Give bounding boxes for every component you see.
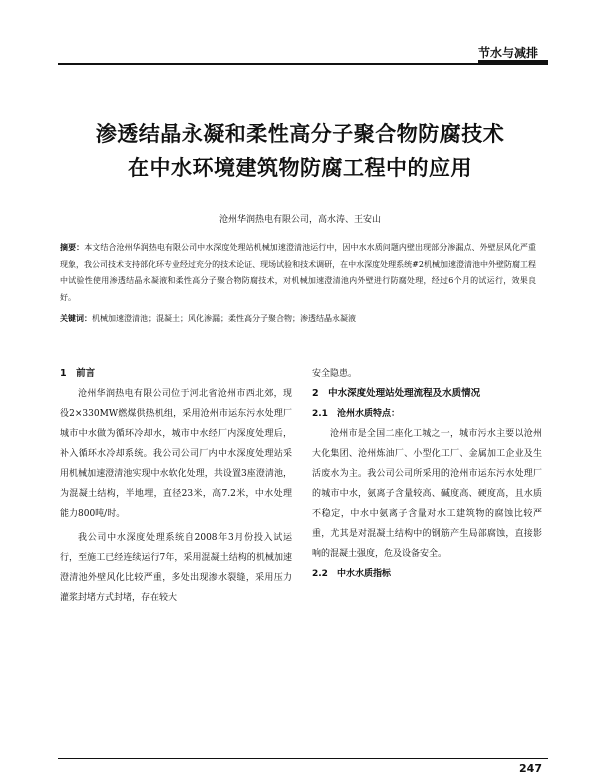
section-1-heading: 1 前言	[60, 368, 96, 379]
header-rule	[58, 63, 548, 65]
section-2-1-paragraph: 沧州市是全国二座化工城之一，城市污水主要以沧州大化集团、沧州炼油厂、小型化工厂、金属加工企业及生活废水为主。我公司公司所采用的沧州市运东污水处理厂的城市中水，氨离子含量较高、碱度高、硬度高，且水质不稳定，中水中氨离子含量对水工建筑物的腐蚀比较严重，尤其是对混凝土结构中的钢筋产生局部腐蚀，直接影响的混凝土强度，危及设备安全。	[312, 429, 542, 559]
section-2-2-heading: 2.2 中水水质指标	[312, 569, 391, 579]
authors: 沧州华润热电有限公司，高水涛、王安山	[218, 215, 381, 225]
keywords	[60, 313, 536, 324]
section-tag: 节水与减排	[477, 46, 538, 60]
section-2-1-heading: 2.1 沧州水质特点：	[312, 409, 400, 419]
page-number: 247	[519, 762, 542, 775]
left-column	[60, 364, 292, 608]
title-line-1: 渗透结晶永凝和柔性高分子聚合物防腐技术	[95, 122, 505, 146]
section-2-heading: 2 中水深度处理站处理流程及水质情况	[312, 388, 481, 399]
abstract	[60, 240, 536, 306]
keywords-label: 关键词：	[60, 314, 92, 323]
continued-text: 安全隐患。	[312, 369, 358, 379]
keywords-text: 机械加速澄清池；混凝土；风化渗漏；柔性高分子聚合物；渗透结晶永凝液	[92, 314, 356, 323]
right-column	[312, 364, 542, 584]
section-1-paragraph-1: 沧州华润热电有限公司位于河北省沧州市西北郊，现役2×330MW燃煤供热机组，采用沧州市运东污水处理厂城市中水做为循环冷却水，城市中水经厂内深度处理后，补入循环水冷却系统。我公司公司厂内中水深度处理站采用机械加速澄清池实现中水软化处理，共设置3座澄清池，为混凝土结构，半地埋，直径23米，高7.2米，中水处理能力800吨/时。	[60, 389, 292, 519]
abstract-text: 本文结合沧州华润热电有限公司中水深度处理站机械加速澄清池运行中，因中水水质问题内壁出现部分渗漏点、外壁层风化严重现象，我公司技术支持部化环专业经过充分的技术论证、现场试验和技术调研，在中水深度处理系统#2机械加速澄清池中外壁防腐工程中试验性使用渗透结晶永凝液和柔性高分子聚合物防腐技术，对机械加速澄清池内外壁进行防腐处理，经过6个月的试运行，效果良好。	[60, 243, 537, 302]
footer-rule	[58, 758, 548, 759]
section-1-paragraph-2: 我公司中水深度处理系统自2008年3月份投入试运行，至施工已经连续运行7年，采用混凝土结构的机械加速澄清池外壁风化比较严重，多处出现渗水裂缝，采用压力灌浆封堵方式封堵，存在较大	[60, 533, 292, 603]
title-line-2: 在中水环境建筑物防腐工程中的应用	[128, 156, 472, 180]
abstract-label: 摘要：	[60, 243, 85, 252]
